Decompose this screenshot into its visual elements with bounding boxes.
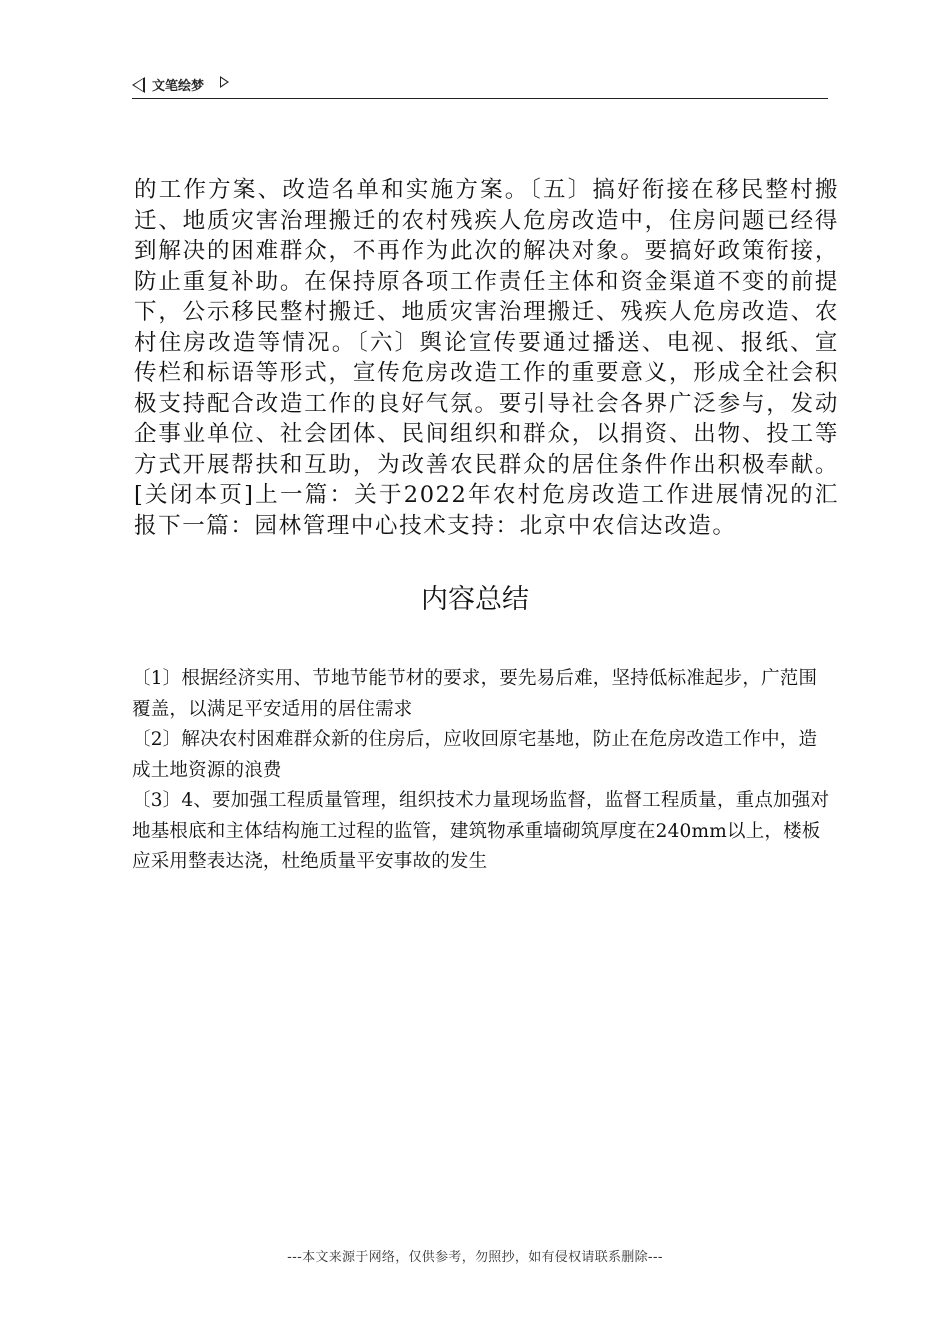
summary-list <box>132 664 832 878</box>
summary-item: 〔2〕解决农村困难群众新的住房后，应收回原宅基地，防止在危房改造工作中，造成土地资源的浪费 <box>132 729 818 781</box>
left-triangle-icon <box>132 77 145 93</box>
summary-item: 〔1〕根据经济实用、节地节能节材的要求，要先易后难，坚持低标准起步，广范围覆盖，以满足平安适用的居住需求 <box>132 668 818 720</box>
footer-notice: ---本文来源于网络，仅供参考，勿照抄，如有侵权请联系删除--- <box>287 1250 663 1265</box>
header-brand: 文笔绘梦 <box>152 79 205 94</box>
page-header <box>132 74 828 99</box>
summary-item: 〔3〕4、要加强工程质量管理，组织技术力量现场监督，监督工程质量，重点加强对地基根底和主体结构施工过程的监管，建筑物承重墙砌筑厚度在240mm以上，楼板应采用整表达浇，杜绝质量平安事故的发生 <box>132 790 830 872</box>
body-paragraph: 的工作方案、改造名单和实施方案。〔五〕搞好衔接在移民整村搬迁、地质灾害治理搬迁的农村残疾人危房改造中，住房问题已经得到解决的困难群众，不再作为此次的解决对象。要搞好政策衔接，防止重复补助。在保持原各项工作责任主体和资金渠道不变的前提下，公示移民整村搬迁、地质灾害治理搬迁、残疾人危房改造、农村住房改造等情况。〔六〕舆论宣传要通过播送、电视、报纸、宣传栏和标语等形式，宣传危房改造工作的重要意义，形成全社会积极支持配合改造工作的良好气氛。要引导社会各界广泛参与，发动企事业单位、社会团体、民间组织和群众，以捐资、出物、投工等方式开展帮扶和互助，为改善农民群众的居住条件作出积极奉献。[关闭本页]上一篇：关于2022年农村危房改造工作进展情况的汇报下一篇：园林管理中心技术支持：北京中农信达改造。 <box>134 177 839 539</box>
summary-title: 内容总结 <box>421 584 529 615</box>
right-triangle-icon <box>220 76 229 88</box>
